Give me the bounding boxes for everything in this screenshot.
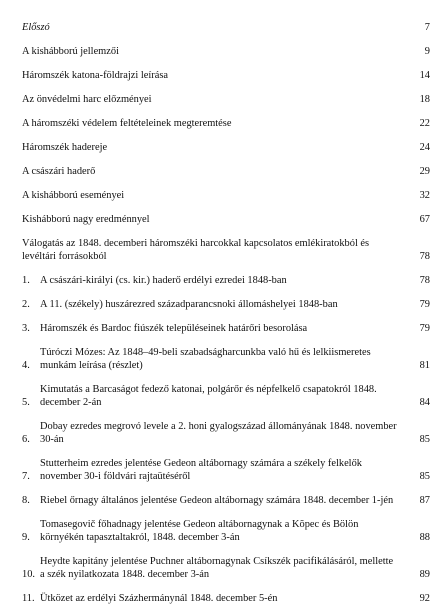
toc-entry-page: 89 xyxy=(419,569,430,580)
toc-entry-page: 92 xyxy=(419,593,430,604)
toc-entry xyxy=(22,117,430,130)
toc-entry xyxy=(22,457,430,483)
toc-entry-number: 5. xyxy=(22,397,30,408)
toc-entry xyxy=(22,45,430,58)
toc-entry-number: 9. xyxy=(22,532,30,543)
toc-entry-page: 81 xyxy=(419,360,430,371)
toc-entry xyxy=(22,298,430,311)
table-of-contents xyxy=(22,21,430,605)
toc-entry-title: Ütközet az erdélyi Százhermánynál 1848. december 5-én xyxy=(40,593,278,604)
toc-entry-title: Előszó xyxy=(22,22,50,33)
toc-entry-title: Kimutatás a Barcaságot fedező katonai, polgárőr és népfelkelő csapatokról 1848. december 2-án xyxy=(40,384,377,408)
toc-entry-number: 7. xyxy=(22,471,30,482)
toc-entry xyxy=(22,494,430,507)
toc-entry xyxy=(22,346,430,372)
toc-entry-title: A háromszéki védelem feltételeinek megteremtése xyxy=(22,118,232,129)
toc-entry-number: 2. xyxy=(22,299,30,310)
toc-entry xyxy=(22,213,430,226)
toc-entry-title: A kishábború eseményei xyxy=(22,190,125,201)
toc-entry-page: 24 xyxy=(419,142,430,153)
toc-entry-page: 85 xyxy=(419,471,430,482)
toc-entry xyxy=(22,322,430,335)
toc-entry-page: 9 xyxy=(424,46,430,57)
toc-entry-title: Válogatás az 1848. decemberi háromszéki harcokkal kapcsolatos emlékiratokból és levéltári forrásokból xyxy=(22,238,370,262)
toc-entry xyxy=(22,592,430,605)
toc-entry xyxy=(22,383,430,409)
toc-entry xyxy=(22,21,430,34)
toc-entry-title: A kishábború jellemzői xyxy=(22,46,119,57)
toc-entry-title: A császári-királyi (cs. kir.) haderő erdélyi ezredei 1848-ban xyxy=(40,275,287,286)
toc-entry xyxy=(22,274,430,287)
toc-entry xyxy=(22,555,430,581)
toc-entry-title: Dobay ezredes megrovó levele a 2. honi gyalogszázad állományának 1848. november 30-án xyxy=(40,421,397,445)
toc-entry-page: 29 xyxy=(419,166,430,177)
toc-entry-page: 67 xyxy=(419,214,430,225)
toc-entry-page: 14 xyxy=(419,70,430,81)
toc-entry xyxy=(22,69,430,82)
toc-entry-number: 6. xyxy=(22,434,30,445)
toc-entry-number: 1. xyxy=(22,275,30,286)
toc-entry-title: Heydte kapitány jelentése Puchner altábornagynak Csíkszék pacifikálásáról, mellette a szék nyilatkozata 1848. december 3-án xyxy=(40,556,394,580)
toc-entry-title: Háromszék és Bardoc fiúszék településeinek határőri besorolása xyxy=(40,323,308,334)
toc-entry xyxy=(22,165,430,178)
toc-entry-page: 22 xyxy=(419,118,430,129)
toc-entry-page: 88 xyxy=(419,532,430,543)
toc-entry-title: Az önvédelmi harc előzményei xyxy=(22,94,152,105)
toc-entry xyxy=(22,420,430,446)
toc-entry-title: Háromszék katona-földrajzi leírása xyxy=(22,70,168,81)
toc-entry-page: 87 xyxy=(419,495,430,506)
toc-entry xyxy=(22,237,430,263)
toc-entry-page: 78 xyxy=(419,275,430,286)
toc-entry-number: 4. xyxy=(22,360,30,371)
toc-entry-page: 18 xyxy=(419,94,430,105)
toc-entry-page: 79 xyxy=(419,299,430,310)
toc-entry-number: 11. xyxy=(22,593,35,604)
toc-entry-page: 84 xyxy=(419,397,430,408)
toc-entry-page: 32 xyxy=(419,190,430,201)
toc-entry-title: Riebel őrnagy általános jelentése Gedeon altábornagy számára 1848. december 1-jén xyxy=(40,495,394,506)
toc-entry xyxy=(22,189,430,202)
toc-entry-page: 7 xyxy=(424,22,430,33)
toc-entry-title: Kishábború nagy eredménnyel xyxy=(22,214,150,225)
toc-entry-page: 78 xyxy=(419,251,430,262)
toc-entry-title: Háromszék hadereje xyxy=(22,142,108,153)
toc-entry-title: Túróczi Mózes: Az 1848–49-beli szabadságharcunkba való hű és lelkiismeretes munkám leírása (részlet) xyxy=(40,347,371,371)
toc-entry-page: 85 xyxy=(419,434,430,445)
toc-entry-page: 79 xyxy=(419,323,430,334)
toc-entry-number: 3. xyxy=(22,323,30,334)
toc-entry-number: 8. xyxy=(22,495,30,506)
toc-entry-number: 10. xyxy=(22,569,35,580)
toc-entry-title: A 11. (székely) huszárezred századparancsnoki állomáshelyei 1848-ban xyxy=(40,299,338,310)
toc-entry xyxy=(22,518,430,544)
toc-entry-title: A császári haderő xyxy=(22,166,96,177)
toc-entry xyxy=(22,93,430,106)
toc-entry-title: Stutterheim ezredes jelentése Gedeon altábornagy számára a székely felkelők november 30-i földvári rajtaütéséről xyxy=(40,458,362,482)
toc-entry-title: Tomasegovič főhadnagy jelentése Gedeon altábornagynak a Kõpec és Bölön környékén tapasztaltakról, 1848. december 3-án xyxy=(40,519,359,543)
toc-entry xyxy=(22,141,430,154)
